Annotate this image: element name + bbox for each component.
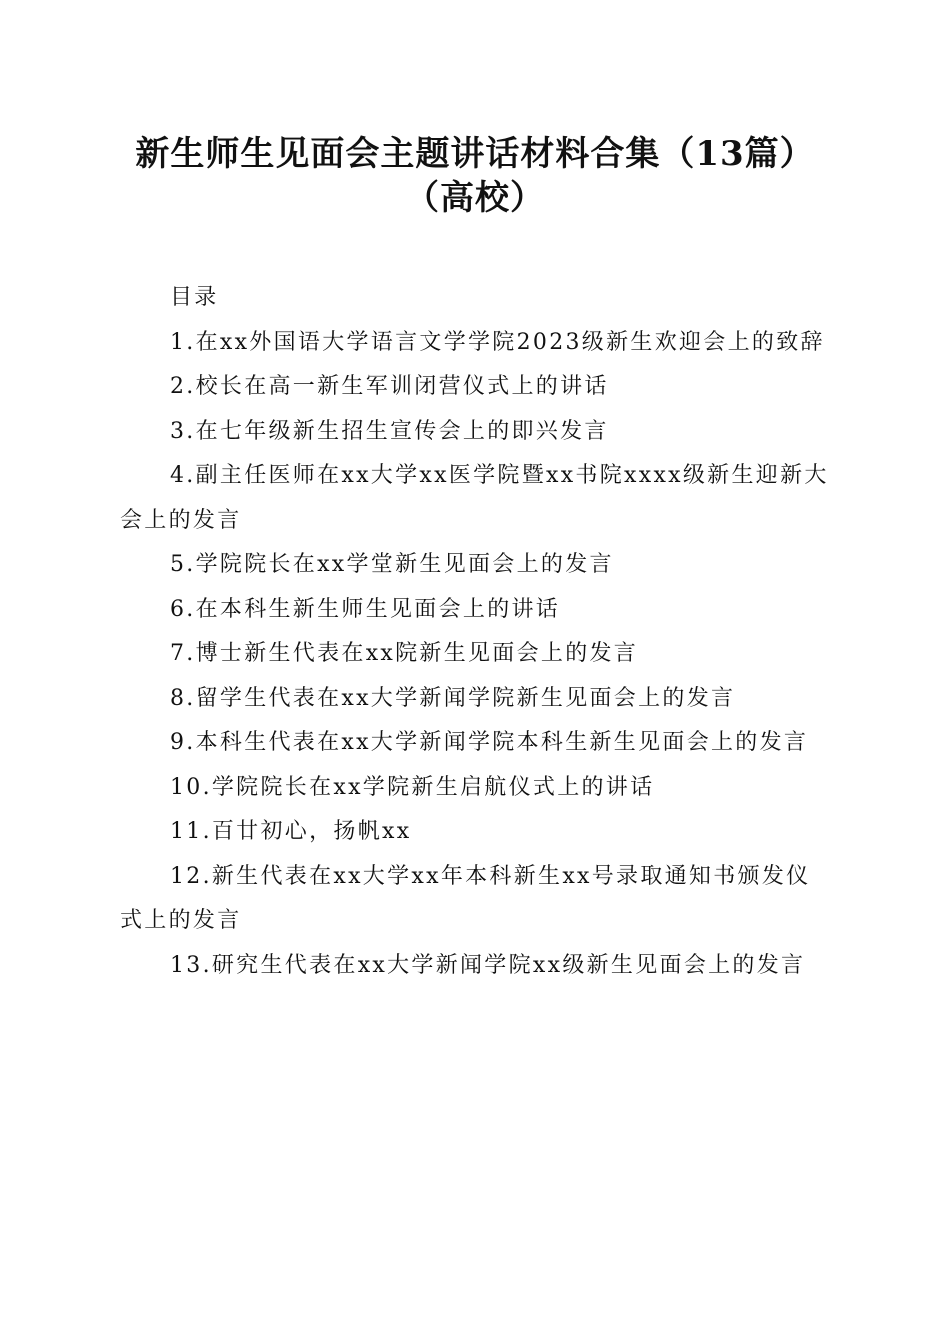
document-title (0, 132, 950, 220)
toc-item-12: 12.新生代表在xx大学xx年本科新生xx号录取通知书颁发仪式上的发言 (120, 863, 811, 933)
toc-item-11: 11.百廿初心，扬帆xx (170, 819, 412, 844)
toc-item-10: 10.学院院长在xx学院新生启航仪式上的讲话 (170, 774, 655, 800)
toc-item-5: 5.学院院长在xx学堂新生见面会上的发言 (170, 552, 614, 577)
toc-item-13: 13.研究生代表在xx大学新闻学院xx级新生见面会上的发言 (170, 952, 806, 978)
toc-item-2: 2.校长在高一新生军训闭营仪式上的讲话 (170, 374, 609, 399)
toc-heading: 目录 (170, 285, 219, 310)
toc-item-7: 7.博士新生代表在xx院新生见面会上的发言 (170, 641, 639, 666)
toc-item-3: 3.在七年级新生招生宣传会上的即兴发言 (170, 418, 609, 444)
toc-item-1: 1.在xx外国语大学语言文学学院2023级新生欢迎会上的致辞 (170, 329, 825, 355)
toc-item-6: 6.在本科生新生师生见面会上的讲话 (170, 596, 561, 622)
title-line-2: （高校） (405, 178, 545, 218)
table-of-contents (120, 276, 830, 988)
toc-item-4: 4.副主任医师在xx大学xx医学院暨xx书院xxxx级新生迎新大会上的发言 (120, 463, 829, 533)
title-line-1: 新生师生见面会主题讲话材料合集（13篇） (135, 134, 815, 174)
toc-item-8: 8.留学生代表在xx大学新闻学院新生见面会上的发言 (170, 685, 736, 711)
toc-item-9: 9.本科生代表在xx大学新闻学院本科生新生见面会上的发言 (170, 730, 809, 755)
